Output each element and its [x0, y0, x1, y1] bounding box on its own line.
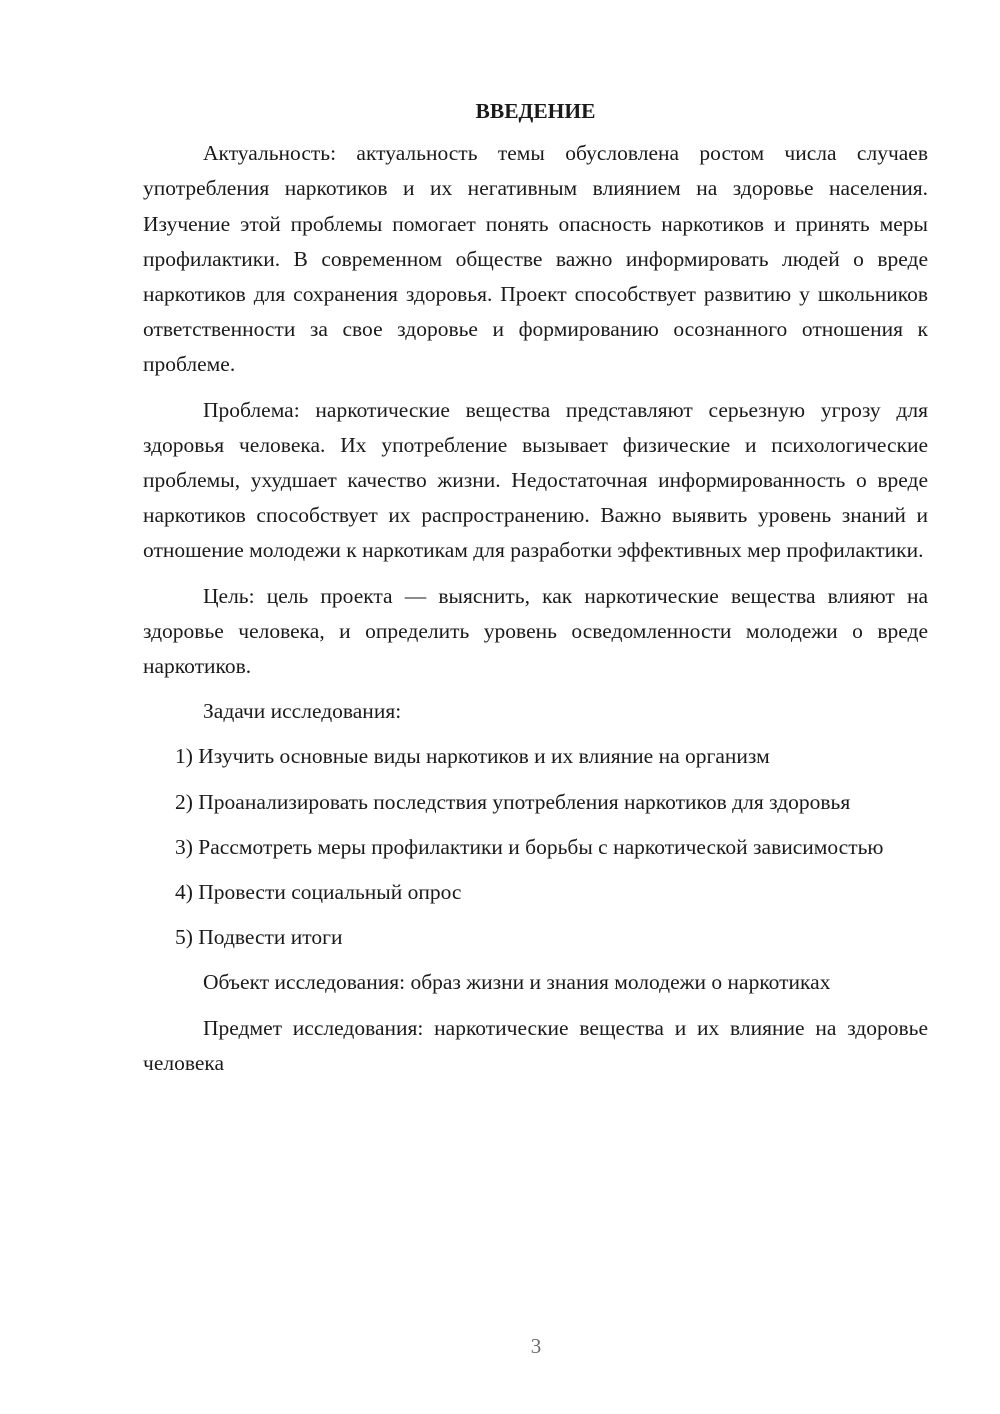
subject-paragraph: Предмет исследования: наркотические вещества и их влияние на здоровье человека: [143, 1015, 928, 1075]
task-item-2: 2) Проанализировать последствия употребления наркотиков для здоровья: [175, 789, 851, 814]
tasks-heading: Задачи исследования:: [203, 699, 402, 724]
task-item-4: 4) Провести социальный опрос: [175, 880, 462, 905]
object-paragraph: Объект исследования: образ жизни и знания молодежи о наркотиках: [203, 970, 831, 995]
task-item-1: 1) Изучить основные виды наркотиков и их влияние на организм: [175, 744, 770, 769]
page-number: 3: [530, 1334, 542, 1358]
task-item-5: 5) Подвести итоги: [175, 925, 343, 950]
problem-paragraph: Проблема: наркотические вещества представляют серьезную угрозу для здоровья человека. Их употребление вызывает физические и психологические проблемы, ухудшает качество жизни. Недостаточная информированность о вреде наркотиков способствует их распространению. Важно выявить уровень знаний и отношение молодежи к наркотикам для разработки эффективных мер профилактики.: [143, 397, 928, 563]
relevance-paragraph: Актуальность: актуальность темы обусловлена ростом числа случаев употребления наркотиков и их негативным влиянием на здоровье населения. Изучение этой проблемы помогает понять опасность наркотиков и принять меры профилактики. В современном обществе важно информировать людей о вреде наркотиков для сохранения здоровья. Проект способствует развитию у школьников ответственности за свое здоровье и формированию осознанного отношения к проблеме.: [143, 141, 928, 377]
page-content: [143, 94, 928, 1091]
task-item-3: 3) Рассмотреть меры профилактики и борьбы с наркотической зависимостью: [175, 834, 884, 859]
section-title: ВВЕДЕНИЕ: [475, 99, 596, 123]
goal-paragraph: Цель: цель проекта — выяснить, как наркотические вещества влияют на здоровье человека, и определить уровень осведомленности молодежи о вреде наркотиков.: [143, 583, 928, 679]
